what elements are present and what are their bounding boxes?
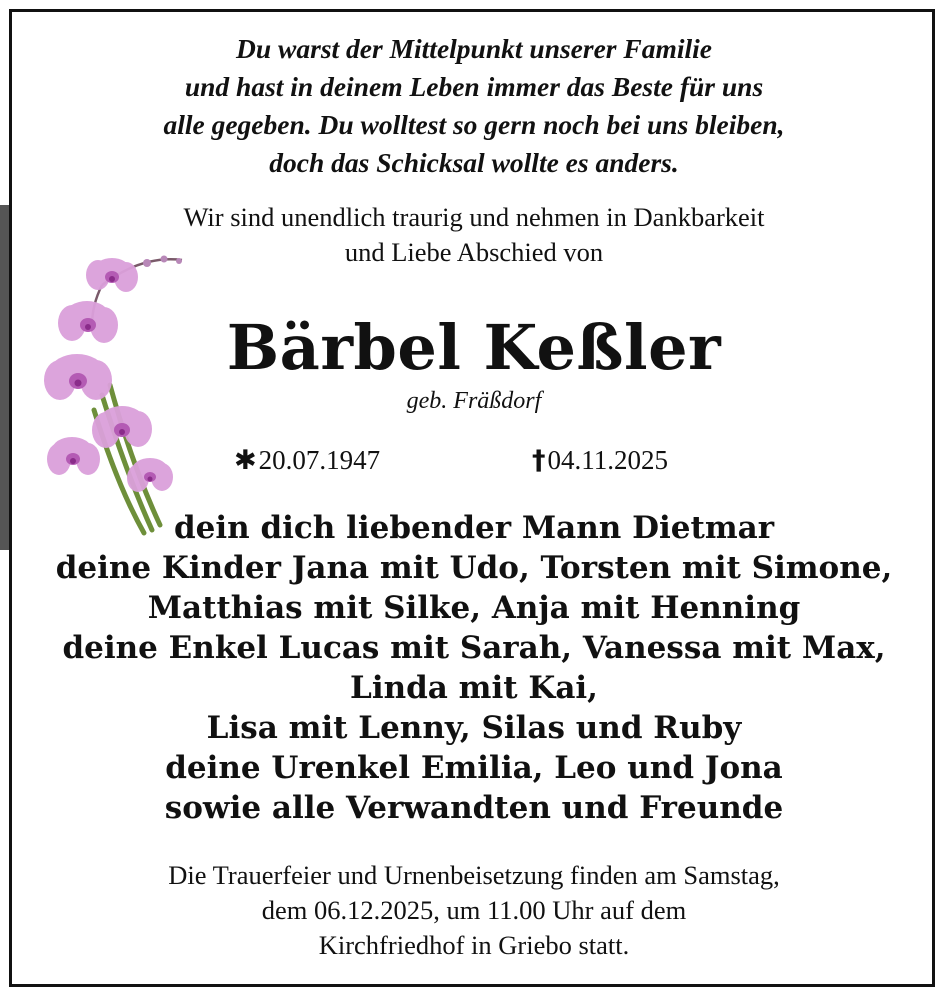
mourner-line: deine Kinder Jana mit Udo, Torsten mit Simone, <box>55 550 893 586</box>
mourner-line: Matthias mit Silke, Anja mit Henning <box>147 590 801 626</box>
death-cross-icon: † <box>532 445 546 476</box>
mourner-line: sowie alle Verwandten und Freunde <box>164 790 784 826</box>
intro-line: Wir sind unendlich traurig und nehmen in Dankbarkeit <box>183 202 765 232</box>
birth-date-group <box>234 440 380 481</box>
death-date-group <box>532 440 668 481</box>
birth-star-icon: ✱ <box>234 445 257 476</box>
life-dates <box>0 440 948 480</box>
mourners-list <box>0 508 948 828</box>
mourner-line: Lisa mit Lenny, Silas und Ruby <box>206 710 742 746</box>
mourner-line: deine Urenkel Emilia, Leo und Jona <box>165 750 783 786</box>
quote-line: und hast in deinem Leben immer das Beste für uns <box>184 71 764 102</box>
mourner-line: dein dich liebender Mann Dietmar <box>173 510 775 546</box>
funeral-line: dem 06.12.2025, um 11.00 Uhr auf dem <box>261 895 687 925</box>
death-date: 04.11.2025 <box>547 445 668 475</box>
farewell-intro <box>0 200 948 270</box>
maiden-name: geb. Fräßdorf <box>406 388 542 414</box>
intro-line: und Liebe Abschied von <box>344 237 604 267</box>
deceased-name: Bärbel Keßler <box>226 311 722 384</box>
mourner-line: deine Enkel Lucas mit Sarah, Vanessa mit Max, <box>62 630 886 666</box>
quote-line: alle gegeben. Du wolltest so gern noch bei uns bleiben, <box>163 109 785 140</box>
memorial-quote <box>0 30 948 182</box>
quote-line: Du warst der Mittelpunkt unserer Familie <box>236 33 712 64</box>
funeral-notice <box>0 858 948 963</box>
birth-date: 20.07.1947 <box>258 445 381 475</box>
funeral-line: Kirchfriedhof in Griebo statt. <box>318 930 630 960</box>
mourner-line: Linda mit Kai, <box>350 670 598 706</box>
funeral-line: Die Trauerfeier und Urnenbeisetzung finden am Samstag, <box>168 860 780 890</box>
quote-line: doch das Schicksal wollte es anders. <box>269 147 679 178</box>
